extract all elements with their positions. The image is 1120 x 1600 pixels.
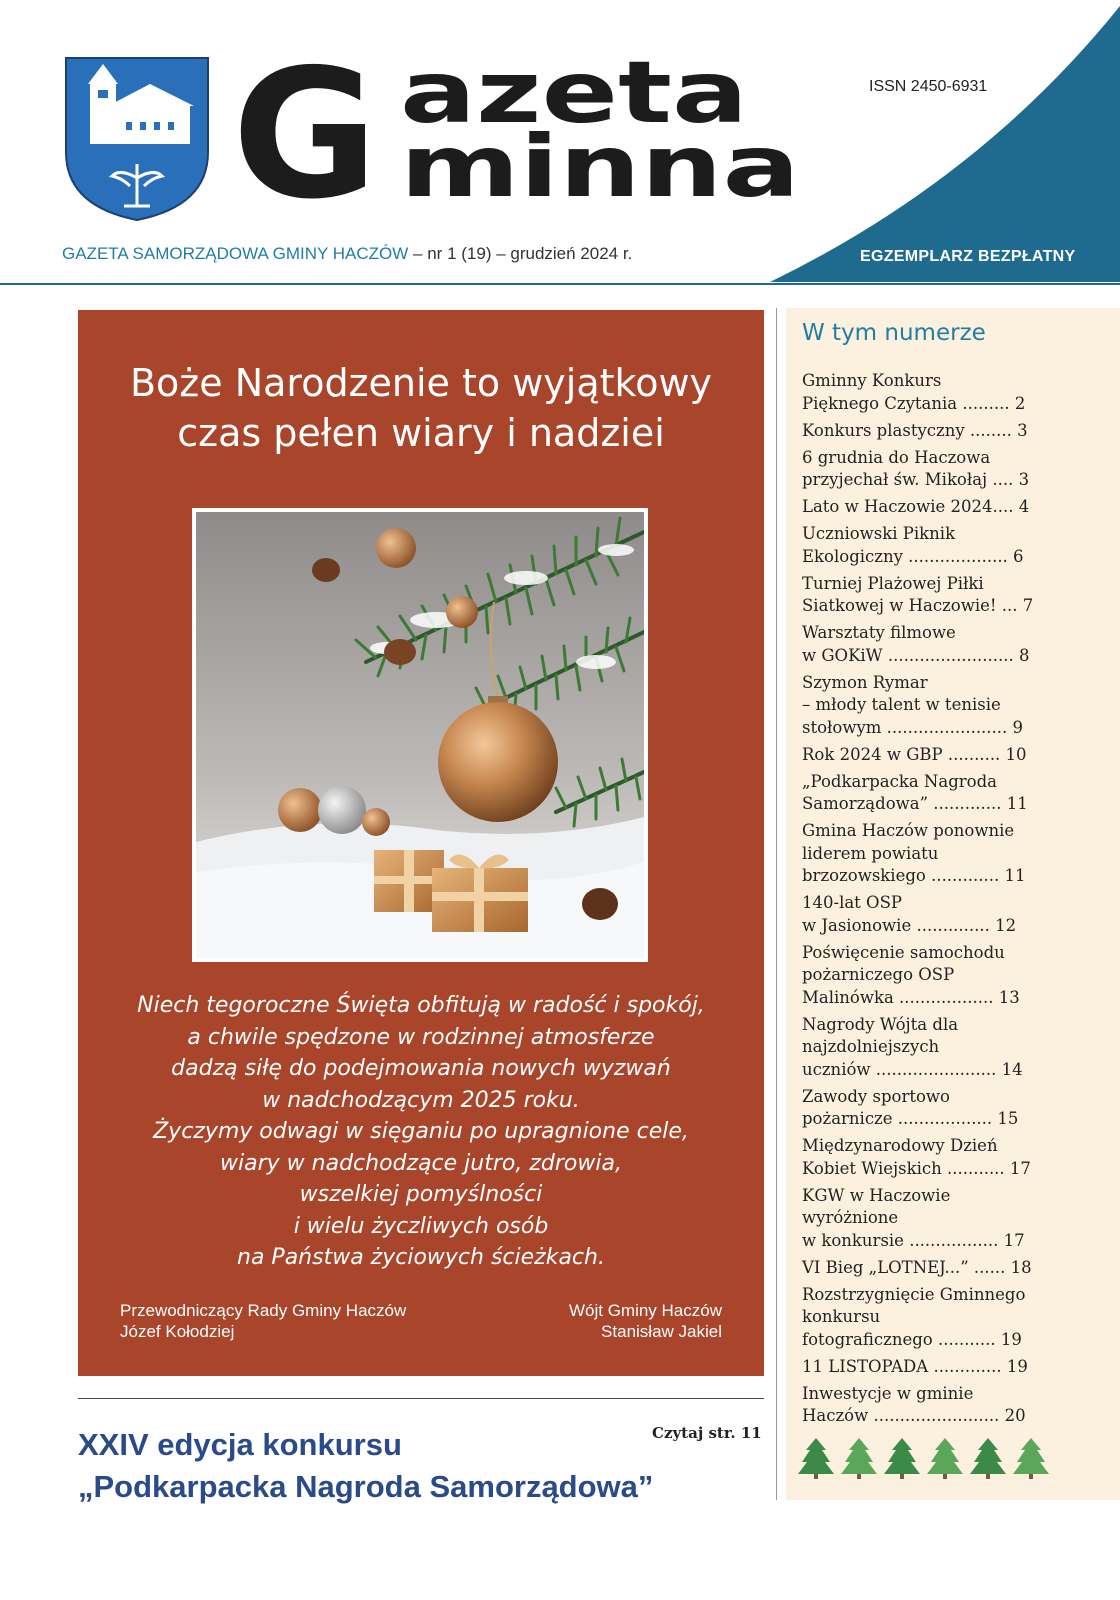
toc-list (802, 370, 1034, 1432)
signature-role: Wójt Gminy Haczów (568, 1301, 722, 1320)
logo-word-bottom: minna (400, 117, 800, 206)
toc-item-line: Gminny Konkurs (802, 371, 942, 390)
issn-number: ISSN 2450-6931 (869, 78, 988, 95)
toc-item-line: Międzynarodowy Dzień (802, 1136, 998, 1155)
toc-item-line: w konkursie ................. 17 (802, 1230, 1025, 1250)
greeting-line: Niech tegoroczne Święta obfitują w radość i spokój, (137, 993, 705, 1018)
toc-item-line: – młody talent w tenisie (802, 695, 1001, 714)
sidebar-divider (776, 308, 777, 1500)
bottom-divider (78, 1398, 764, 1399)
toc-item-line: stołowym ....................... 9 (802, 717, 1024, 737)
tree-icon (1013, 1438, 1049, 1479)
greeting-line: i wielu życzliwych osób (293, 1213, 549, 1239)
headline-line: „Podkarpacka Nagroda Samorządowa” (78, 1469, 654, 1504)
greeting-line: na Państwa życiowych ścieżkach. (237, 1245, 605, 1270)
toc-item[interactable] (802, 496, 1030, 519)
toc-item-line: Kobiet Wiejskich ........... 17 (802, 1158, 1031, 1178)
toc-item[interactable] (802, 942, 1024, 1010)
toc-item-line: Poświęcenie samochodu (802, 942, 1005, 962)
toc-item-line: Siatkowej w Haczowie! ... 7 (802, 596, 1034, 615)
toc-item[interactable] (802, 1284, 1024, 1352)
coat-of-arms-icon (64, 56, 210, 222)
toc-item-line: Rok 2024 w GBP .......... 10 (802, 744, 1027, 764)
headline-line: XXIV edycja konkursu (78, 1427, 402, 1462)
toc-item[interactable] (802, 771, 1028, 816)
toc-item-line: Uczniowski Piknik (802, 524, 956, 543)
toc-item-line: w GOKiW ........................ 8 (802, 645, 1030, 665)
toc-item[interactable] (802, 420, 1028, 443)
toc-item-line: najzdolniejszych (802, 1037, 940, 1056)
toc-item-line: KGW w Haczowie (802, 1185, 951, 1205)
card-title-line: czas pełen wiary i nadziei (177, 411, 665, 455)
toc-item[interactable] (802, 1356, 1028, 1379)
toc-item-line: Lato w Haczowie 2024.... 4 (802, 497, 1030, 516)
toc-item-line: Rozstrzygnięcie Gminnego (802, 1284, 1026, 1304)
signature-name: Stanisław Jakiel (601, 1322, 722, 1341)
toc-item-line: fotograficznego ........... 19 (802, 1329, 1022, 1349)
greeting-line: Życzymy odwagi w sięganiu po upragnione cele, (153, 1119, 689, 1144)
toc-title: W tym numerze (802, 320, 986, 346)
toc-item[interactable] (802, 892, 1024, 937)
logo-word-top: azeta (400, 56, 748, 143)
toc-item-line: wyróżnione (802, 1208, 899, 1227)
toc-item-line: VI Bieg „LOTNEJ...” ...... 18 (802, 1257, 1032, 1277)
issue-subtitle (62, 244, 632, 264)
toc-item[interactable] (802, 1383, 1024, 1428)
issue-info: – nr 1 (19) – grudzień 2024 r. (408, 244, 633, 263)
free-copy-label: EGZEMPLARZ BEZPŁATNY (860, 248, 1076, 265)
toc-item[interactable] (802, 672, 1024, 740)
toc-item-line: Ekologiczny ................... 6 (802, 546, 1024, 566)
greeting-line: dadzą siłę do podejmowania nowych wyzwań (171, 1056, 671, 1081)
publication-name: GAZETA SAMORZĄDOWA GMINY HACZÓW (62, 244, 409, 263)
signature-mayor (569, 1300, 722, 1342)
toc-item[interactable] (802, 370, 1024, 415)
tree-icon (884, 1438, 920, 1479)
greeting-line: w nadchodzącym 2025 roku. (262, 1087, 580, 1113)
toc-item-line: pożarniczego OSP (802, 965, 955, 984)
table-of-contents (786, 308, 1120, 1500)
toc-item-line: konkursu (802, 1307, 881, 1326)
masthead (0, 0, 1120, 290)
toc-item-line: Warsztaty filmowe (802, 623, 956, 642)
toc-item-line: „Podkarpacka Nagroda (802, 771, 997, 791)
toc-item-line: Inwestycje w gminie (802, 1383, 974, 1403)
toc-item[interactable] (802, 1135, 1031, 1180)
toc-item-line: Haczów ........................ 20 (802, 1406, 1026, 1425)
toc-item-line: liderem powiatu (802, 843, 939, 863)
tree-icon (841, 1438, 877, 1479)
toc-item-line: Samorządowa” ............. 11 (802, 794, 1028, 813)
card-title-line: Boże Narodzenie to wyjątkowy (129, 361, 713, 405)
card-title (78, 358, 764, 458)
toc-item-line: Malinówka .................. 13 (802, 987, 1020, 1007)
toc-item[interactable] (802, 447, 1030, 492)
logo-initial: G (232, 56, 379, 206)
toc-item-line: Zawody sportowo (802, 1086, 950, 1106)
toc-item-line: Pięknego Czytania ......... 2 (802, 393, 1026, 413)
greeting-line: wiary w nadchodzące jutro, zdrowia, (220, 1150, 622, 1176)
toc-item[interactable] (802, 744, 1027, 767)
toc-item-line: Konkurs plastyczny ........ 3 (802, 420, 1028, 440)
gazeta-gminna-logo (232, 56, 822, 206)
header-divider (0, 283, 1120, 285)
toc-item-line: pożarnicze .................. 15 (802, 1109, 1019, 1128)
greeting-text (78, 990, 764, 1274)
toc-item[interactable] (802, 1014, 1024, 1082)
tree-icon (798, 1438, 834, 1479)
toc-item-line: brzozowskiego ............. 11 (802, 866, 1026, 885)
toc-item[interactable] (802, 1257, 1032, 1280)
ornament-image (196, 512, 644, 958)
toc-item[interactable] (802, 523, 1024, 568)
toc-item-line: 11 LISTOPADA ............. 19 (802, 1356, 1028, 1376)
toc-item[interactable] (802, 622, 1030, 667)
tree-icon (970, 1438, 1006, 1479)
read-more-link[interactable]: Czytaj str. 11 (652, 1424, 762, 1442)
toc-item-line: Gmina Haczów ponownie (802, 821, 1015, 840)
christmas-trees-decoration (796, 1436, 1056, 1480)
toc-item-line: w Jasionowie .............. 12 (802, 915, 1017, 935)
toc-item-line: Nagrody Wójta dla (802, 1014, 959, 1034)
christmas-ornament-photo (192, 508, 648, 962)
toc-item[interactable] (802, 1185, 1024, 1253)
toc-item-line: Szymon Rymar (802, 672, 928, 692)
signature-council-chairman (120, 1300, 406, 1342)
signature-role: Przewodniczący Rady Gminy Haczów (120, 1301, 407, 1320)
greeting-line: a chwile spędzone w rodzinnej atmosferze (187, 1024, 655, 1050)
toc-item-line: 140-lat OSP (802, 893, 902, 912)
feature-headline[interactable] (78, 1424, 653, 1508)
toc-item-line: przyjechał św. Mikołaj .... 3 (802, 470, 1030, 489)
signature-name: Józef Kołodziej (120, 1322, 235, 1341)
christmas-greeting-card (78, 310, 764, 1376)
tree-icon (927, 1438, 963, 1479)
greeting-line: wszelkiej pomyślności (299, 1182, 543, 1207)
toc-item[interactable] (802, 1086, 1024, 1131)
toc-item-line: uczniów ....................... 14 (802, 1059, 1023, 1079)
toc-item[interactable] (802, 573, 1034, 618)
toc-item[interactable] (802, 820, 1024, 888)
toc-item-line: 6 grudnia do Haczowa (802, 447, 991, 467)
toc-item-line: Turniej Plażowej Piłki (802, 573, 984, 593)
